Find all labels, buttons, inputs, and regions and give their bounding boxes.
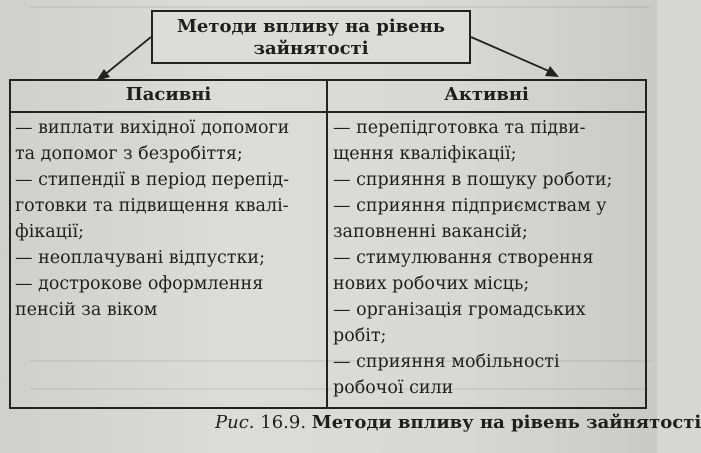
passive-line: фікації;: [15, 222, 85, 242]
diagram-title-line-2: зайнятості: [253, 38, 369, 59]
passive-line: — стипендії в період перепід-: [15, 170, 290, 190]
active-line: — сприяння мобільності: [333, 352, 560, 372]
arrow-left-line: [103, 37, 151, 76]
passive-line: — виплати вихідної допомоги: [15, 118, 290, 138]
header-passive: Пасивні: [125, 84, 212, 105]
header-active: Активні: [444, 84, 529, 105]
caption-number: 16.9.: [260, 412, 307, 433]
active-line: робіт;: [333, 326, 387, 346]
methods-table: [9, 79, 647, 409]
caption-title: Методи впливу на рівень зайнятості: [311, 412, 701, 433]
arrow-right-head: [545, 66, 559, 77]
passive-methods-list: [15, 115, 320, 323]
active-line: — сприяння в пошуку роботи;: [333, 170, 613, 190]
active-methods-list: [333, 115, 641, 401]
passive-line: та допомог з безробіття;: [15, 144, 243, 164]
active-line: заповненні вакансій;: [333, 222, 528, 242]
active-line: — стимулювання створення: [333, 248, 594, 268]
diagram-title-line-1: Методи впливу на рівень: [176, 16, 446, 37]
passive-line: готовки та підвищення квалі-: [15, 196, 289, 216]
active-line: — сприяння підприємствам у: [333, 196, 607, 216]
figure-caption: [215, 412, 701, 433]
column-divider: [326, 81, 328, 407]
passive-line: — неоплачувані відпустки;: [15, 248, 265, 268]
active-line: робочої сили: [333, 378, 454, 398]
caption-label: Рис.: [215, 412, 255, 433]
active-line: — організація громадських: [333, 300, 586, 320]
passive-line: пенсій за віком: [15, 300, 158, 320]
active-line: — перепідготовка та підви-: [333, 118, 586, 138]
active-line: щення кваліфікації;: [333, 144, 517, 164]
active-line: нових робочих місць;: [333, 274, 530, 294]
table-header-row: [11, 81, 645, 113]
passive-line: — дострокове оформлення: [15, 274, 264, 294]
arrow-right-line: [471, 37, 551, 72]
